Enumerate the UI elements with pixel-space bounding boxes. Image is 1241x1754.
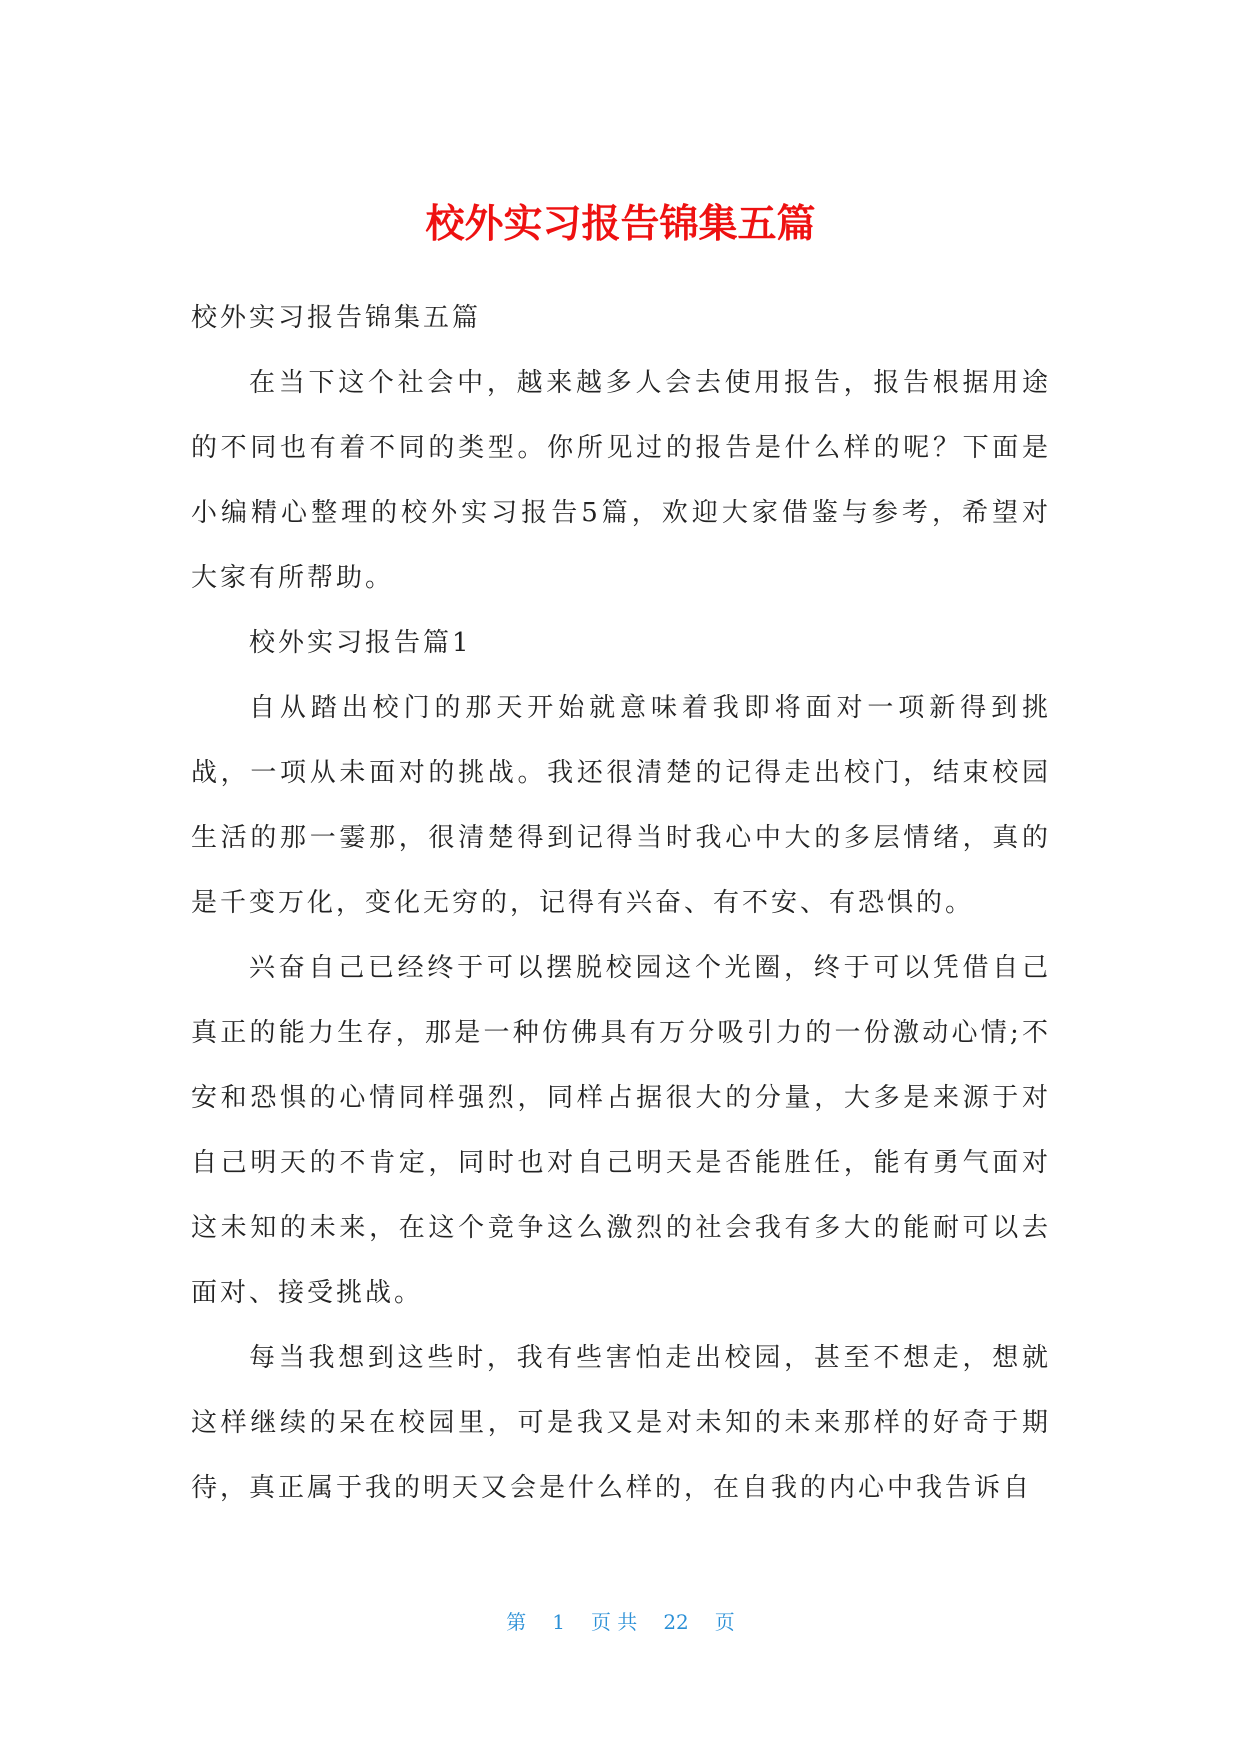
body-paragraph: 兴奋自己已经终于可以摆脱校园这个光圈，终于可以凭借自己真正的能力生存，那是一种仿佛具有万分吸引力的一份激动心情;不安和恐惧的心情同样强烈，同样占据很大的分量，大多是来源于对自己明天的不肯定，同时也对自己明天是否能胜任，能有勇气面对这未知的未来，在这个竞争这么激烈的社会我有多大的能耐可以去面对、接受挑战。 [191,953,1051,1308]
footer-middle: 页 共 [590,1610,638,1634]
document-title: 校外实习报告锦集五篇 [425,202,816,247]
intro-paragraph: 在当下这个社会中，越来越多人会去使用报告，报告根据用途的不同也有着不同的类型。你所见过的报告是什么样的呢？下面是小编精心整理的校外实习报告5篇，欢迎大家借鉴与参考，希望对大家有所帮助。 [191,368,1051,593]
footer-suffix: 页 [714,1610,735,1634]
body-paragraph: 每当我想到这些时，我有些害怕走出校园，甚至不想走，想就这样继续的呆在校园里，可是我又是对未知的未来那样的好奇于期待，真正属于我的明天又会是什么样的，在自我的内心中我告诉自 [191,1343,1051,1503]
document-subtitle: 校外实习报告锦集五篇 [191,303,482,333]
body-paragraph: 自从踏出校门的那天开始就意味着我即将面对一项新得到挑战，一项从未面对的挑战。我还很清楚的记得走出校门，结束校园生活的那一霎那，很清楚得到记得当时我心中大的多层情绪，真的是千变万化，变化无穷的，记得有兴奋、有不安、有恐惧的。 [191,693,1051,918]
document-body [191,286,1051,1521]
footer-total-pages: 22 [663,1610,689,1634]
footer-prefix: 第 [506,1610,527,1634]
section-heading: 校外实习报告篇1 [249,628,472,658]
page-footer [0,1608,1241,1636]
footer-current-page: 1 [552,1610,565,1634]
